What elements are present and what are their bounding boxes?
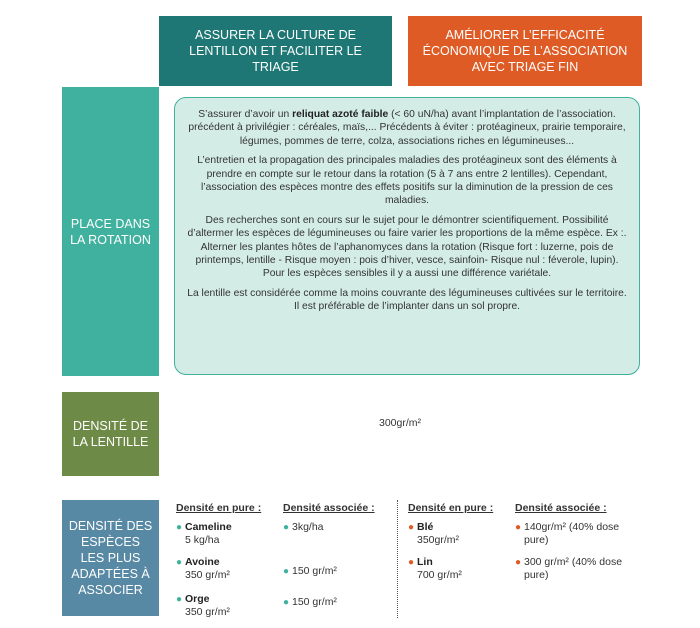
bullet-icon: ● [283, 597, 290, 608]
rotation-p1-before: S’assurer d’avoir un [198, 109, 293, 120]
label-place-rotation [62, 87, 159, 376]
species-name: Lin [417, 556, 433, 568]
bullet-icon: ● [515, 522, 522, 533]
list-item-ble-associee [515, 521, 625, 547]
list-item-orge-associee [283, 596, 337, 609]
bullet-icon: ● [408, 522, 415, 533]
densite-lentille-value: 300gr/m² [378, 417, 421, 429]
label-densite-lentille [62, 392, 159, 476]
list-item-cameline-associee [283, 521, 324, 534]
list-item-avoine-pure [176, 556, 230, 582]
rotation-p1-bold: reliquat azoté faible [292, 109, 389, 120]
list-item-lin-pure [408, 556, 462, 582]
header-densite-associee-left: Densité associée : [283, 502, 375, 514]
list-item-ble-pure [408, 521, 459, 547]
header-efficacite-economique [408, 16, 642, 86]
label-place-rotation-text: PLACE DANS LA ROTATION [70, 216, 151, 247]
header-densite-associee-right: Densité associée : [515, 502, 607, 514]
list-item-cameline-pure [176, 521, 232, 547]
list-item-avoine-associee [283, 565, 337, 578]
bullet-icon: ● [408, 557, 415, 568]
species-associee-value: 3kg/ha [292, 521, 324, 533]
label-densite-especes [62, 500, 159, 616]
species-name: Avoine [185, 556, 220, 568]
rotation-paragraph-1 [187, 108, 627, 148]
species-associee-value: 150 gr/m² [292, 596, 337, 608]
list-item-lin-associee [515, 556, 625, 582]
rotation-paragraph-3: Des recherches sont en cours sur le sujet pour le démontrer scientifiquement. Possibilité d’altermer les espèces de légumineuses ou faire varier les proportions de la même espèce. Ex :. Alterner les plantes hôtes de l’aphanomyces dans la rotation (Risque fort : luzerne, pois de printemps, lentille - Risque moyen : pois d’hiver, vesce, sainfoin- Risque nul : féverole, lupin). Pour les espèces sensibles il y a aussi une différence variétale. [187, 214, 627, 280]
bullet-icon: ● [283, 566, 290, 577]
bullet-icon: ● [515, 557, 522, 568]
header-culture-triage [159, 16, 392, 86]
rotation-paragraph-2: L’entretien et la propagation des principales maladies des protéagineux sont des éléments à prendre en compte sur le retour dans la rotation (5 à 7 ans entre 2 lentilles). Cependant, l’association des espèces montre des effets positifs sur la diminution de la pression de ces maladies. [197, 155, 617, 207]
list-item-orge-pure [176, 593, 230, 619]
header-densite-pure-left: Densité en pure : [176, 502, 262, 514]
rotation-p1-after: (< 60 uN/ha) avant l’implantation de l’association. précédent à privilégier : céréales, maïs,... Précédents à éviter : protéagineux, prairie temporaire, légumes, pommes de terre, colza, associations riches en légumineuses... [188, 109, 626, 147]
rotation-text-box [174, 97, 640, 375]
header-efficacite-text: AMÉLIORER L’EFFICACITÉ ÉCONOMIQUE DE L’ASSOCIATION AVEC TRIAGE FIN [422, 28, 628, 74]
header-densite-pure-right: Densité en pure : [408, 502, 494, 514]
label-densite-lentille-text: DENSITÉ DE LA LENTILLE [72, 419, 149, 449]
species-pure-value: 350gr/m² [417, 534, 460, 546]
species-name: Cameline [185, 521, 232, 533]
dotted-separator [397, 500, 398, 618]
species-associee-value: 150 gr/m² [292, 565, 337, 577]
species-name: Blé [417, 521, 434, 533]
bullet-icon: ● [283, 522, 290, 533]
species-pure-value: 5 kg/ha [185, 534, 220, 546]
bullet-icon: ● [176, 522, 183, 533]
species-pure-value: 350 gr/m² [185, 606, 230, 618]
species-associee-value: 300 gr/m² (40% dose pure) [524, 556, 623, 581]
bullet-icon: ● [176, 557, 183, 568]
label-densite-especes-text: DENSITÉ DES ESPÈCES LES PLUS ADAPTÉES À ASSOCIER [68, 519, 153, 597]
species-pure-value: 700 gr/m² [417, 569, 462, 581]
bullet-icon: ● [176, 594, 183, 605]
species-name: Orge [185, 593, 210, 605]
species-associee-value: 140gr/m² (40% dose pure) [524, 521, 620, 546]
rotation-paragraph-4: La lentille est considérée comme la moins couvrante des légumineuses cultivées sur le territoire. Il est préférable de l’implanter dans un sol propre. [187, 287, 627, 313]
header-culture-text: ASSURER LA CULTURE DE LENTILLON ET FACILITER LE TRIAGE [189, 28, 362, 74]
species-pure-value: 350 gr/m² [185, 569, 230, 581]
